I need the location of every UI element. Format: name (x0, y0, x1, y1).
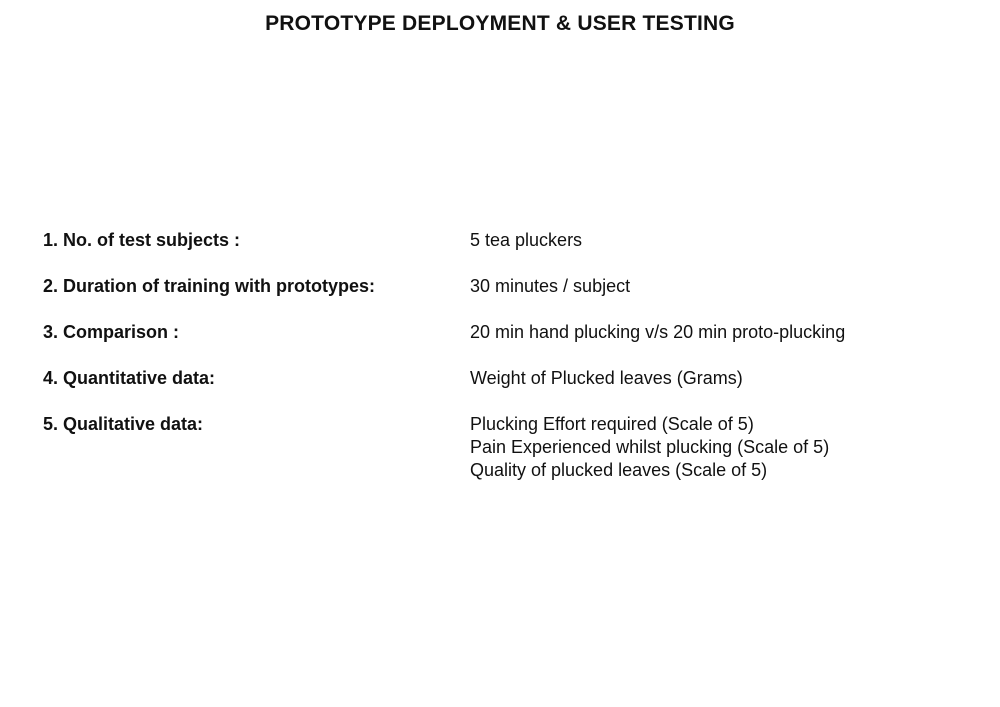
item-values (470, 413, 963, 482)
test-details-list (43, 229, 963, 505)
item-values (470, 367, 963, 390)
list-item-quantitative-data (43, 367, 963, 390)
item-value: Pain Experienced whilst plucking (Scale of 5) (470, 437, 830, 457)
list-item-qualitative-data (43, 413, 963, 482)
item-label: 5. Qualitative data: (43, 414, 204, 434)
list-item-training-duration (43, 275, 963, 298)
item-label: 2. Duration of training with prototypes: (43, 276, 375, 296)
item-value: 30 minutes / subject (470, 276, 631, 296)
list-item-comparison (43, 321, 963, 344)
item-values (470, 275, 963, 298)
item-value: Quality of plucked leaves (Scale of 5) (470, 460, 768, 480)
item-value: 5 tea pluckers (470, 230, 583, 250)
item-value: 20 min hand plucking v/s 20 min proto-plucking (470, 322, 846, 342)
item-label: 4. Quantitative data: (43, 368, 216, 388)
list-item-test-subjects (43, 229, 963, 252)
item-values (470, 229, 963, 252)
item-value: Weight of Plucked leaves (Grams) (470, 368, 743, 388)
item-label: 1. No. of test subjects : (43, 230, 241, 250)
item-label: 3. Comparison : (43, 322, 180, 342)
item-values (470, 321, 963, 344)
slide-title: PROTOTYPE DEPLOYMENT & USER TESTING (265, 12, 735, 35)
item-value: Plucking Effort required (Scale of 5) (470, 414, 754, 434)
